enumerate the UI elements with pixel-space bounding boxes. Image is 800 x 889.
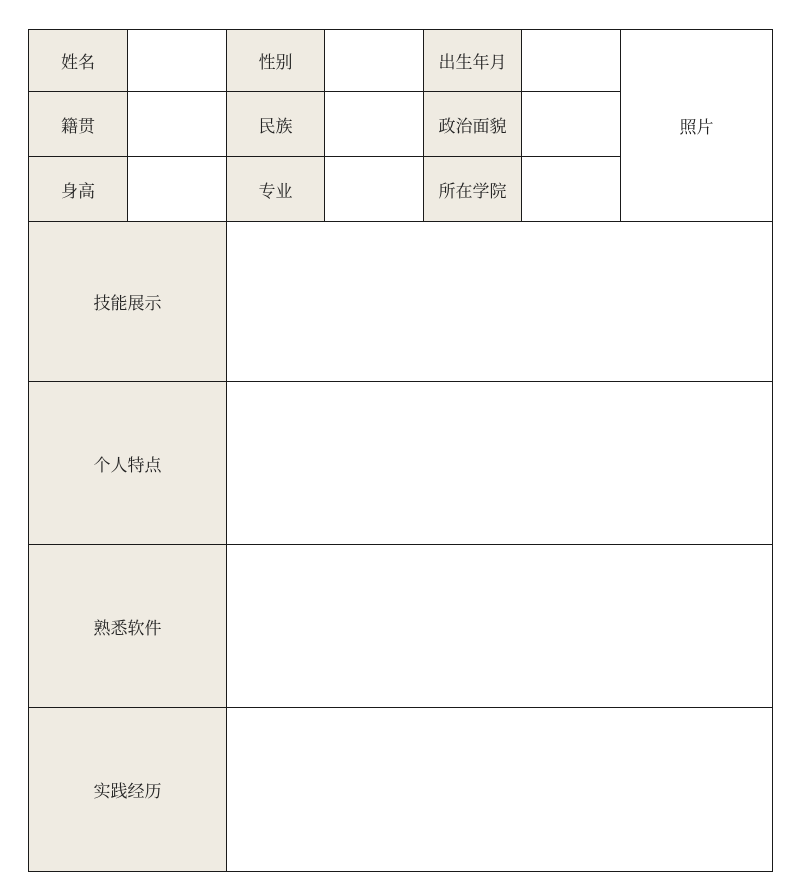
name-label: 姓名 [29,30,128,92]
personal-traits-label: 个人特点 [29,382,227,545]
familiar-software-label: 熟悉软件 [29,545,227,708]
skills-row [29,222,773,382]
gender-label: 性别 [227,30,325,92]
native-place-field[interactable] [128,92,227,157]
name-field[interactable] [128,30,227,92]
college-label: 所在学院 [424,157,522,222]
personal-traits-row [29,382,773,545]
ethnicity-label: 民族 [227,92,325,157]
major-field[interactable] [325,157,424,222]
ethnicity-field[interactable] [325,92,424,157]
personal-traits-field[interactable] [227,382,773,545]
basic-info-row-1 [29,30,773,92]
skills-label: 技能展示 [29,222,227,382]
gender-field[interactable] [325,30,424,92]
height-label: 身高 [29,157,128,222]
practical-experience-field[interactable] [227,708,773,872]
birth-date-label: 出生年月 [424,30,522,92]
height-field[interactable] [128,157,227,222]
college-field[interactable] [522,157,621,222]
practical-experience-row [29,708,773,872]
resume-table [28,29,773,872]
political-status-field[interactable] [522,92,621,157]
major-label: 专业 [227,157,325,222]
familiar-software-row [29,545,773,708]
practical-experience-label: 实践经历 [29,708,227,872]
skills-field[interactable] [227,222,773,382]
political-status-label: 政治面貌 [424,92,522,157]
photo-box[interactable]: 照片 [621,30,773,222]
native-place-label: 籍贯 [29,92,128,157]
resume-form [28,29,772,871]
birth-date-field[interactable] [522,30,621,92]
familiar-software-field[interactable] [227,545,773,708]
